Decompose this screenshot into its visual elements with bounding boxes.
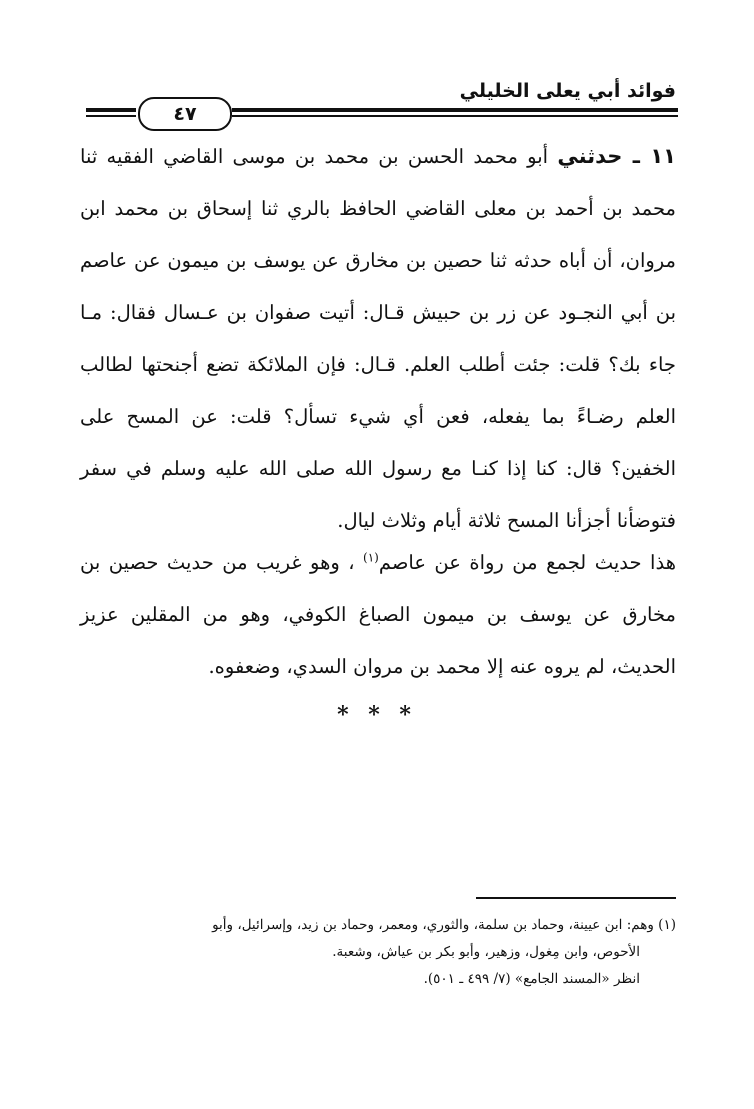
header-rule-left-thick: [86, 108, 136, 112]
header-rule-thick: [232, 108, 678, 112]
commentary-text-1: هذا حديث لجمع من رواة عن عاصم: [378, 551, 676, 574]
page-number: ٤٧: [173, 103, 197, 125]
section-separator: * * *: [337, 702, 417, 728]
header-rule-thin: [232, 115, 678, 117]
footnote-line-3: انظر «المسند الجامع» (٧/ ٤٩٩ ـ ٥٠١).: [423, 971, 640, 987]
hadith-number: ١١ ـ حدثني: [557, 144, 676, 168]
commentary-text-2: ، وهو غريب من حديث حصين بن مخارق عن يوسف بن ميمون الصباغ الكوفي، وهو من المقلين عزيز الحديث، لم يروه عنه إلا محمد بن مروان السدي، وضعفوه.: [80, 551, 676, 678]
page-number-badge: [138, 97, 232, 131]
hadith-text: أبو محمد الحسن بن محمد بن موسى القاضي الفقيه ثنا محمد بن أحمد بن معلى القاضي الحافظ بالري ثنا إسحاق بن محمد ابن مروان، أن أباه حدثه ثنا حصين بن مخارق عن يوسف بن ميمون عن عاصم بن أبي النجـود عن زر بن حبيش قـال: أتيت صفوان بن عـسال فقال: مـا جاء بك؟ قلت: جئت أطلب العلم. قـال: فإن الملائكة تضع أجنحتها لطالب العلم رضـاءً بما يفعله، فعن أي شيء تسأل؟ قلت: عن المسح على الخفين؟ قال: كنا إذا كنـا مع رسول الله صلى الله عليه وسلم في سفر فتوضأنا أجزأنا المسح ثلاثة أيام وثلاث ليال.: [80, 145, 676, 532]
footnotes: [82, 912, 676, 993]
commentary-paragraph: [80, 537, 676, 693]
footnote-line-2: الأحوص، وابن مِغول، وزهير، وأبو بكر بن عياش، وشعبة.: [332, 944, 640, 960]
footnote-line-1: (١) وهم: ابن عيينة، وحماد بن سلمة، والثوري، ومعمر، وحماد بن زيد، وإسرائيل، وأبو: [212, 917, 676, 933]
hadith-paragraph: [80, 130, 676, 547]
running-header-title: فوائد أبي يعلى الخليلي: [459, 80, 676, 102]
header-rule-left-thin: [86, 115, 136, 117]
footnote-reference[interactable]: (١): [363, 550, 379, 565]
footnote-divider: [476, 897, 676, 899]
